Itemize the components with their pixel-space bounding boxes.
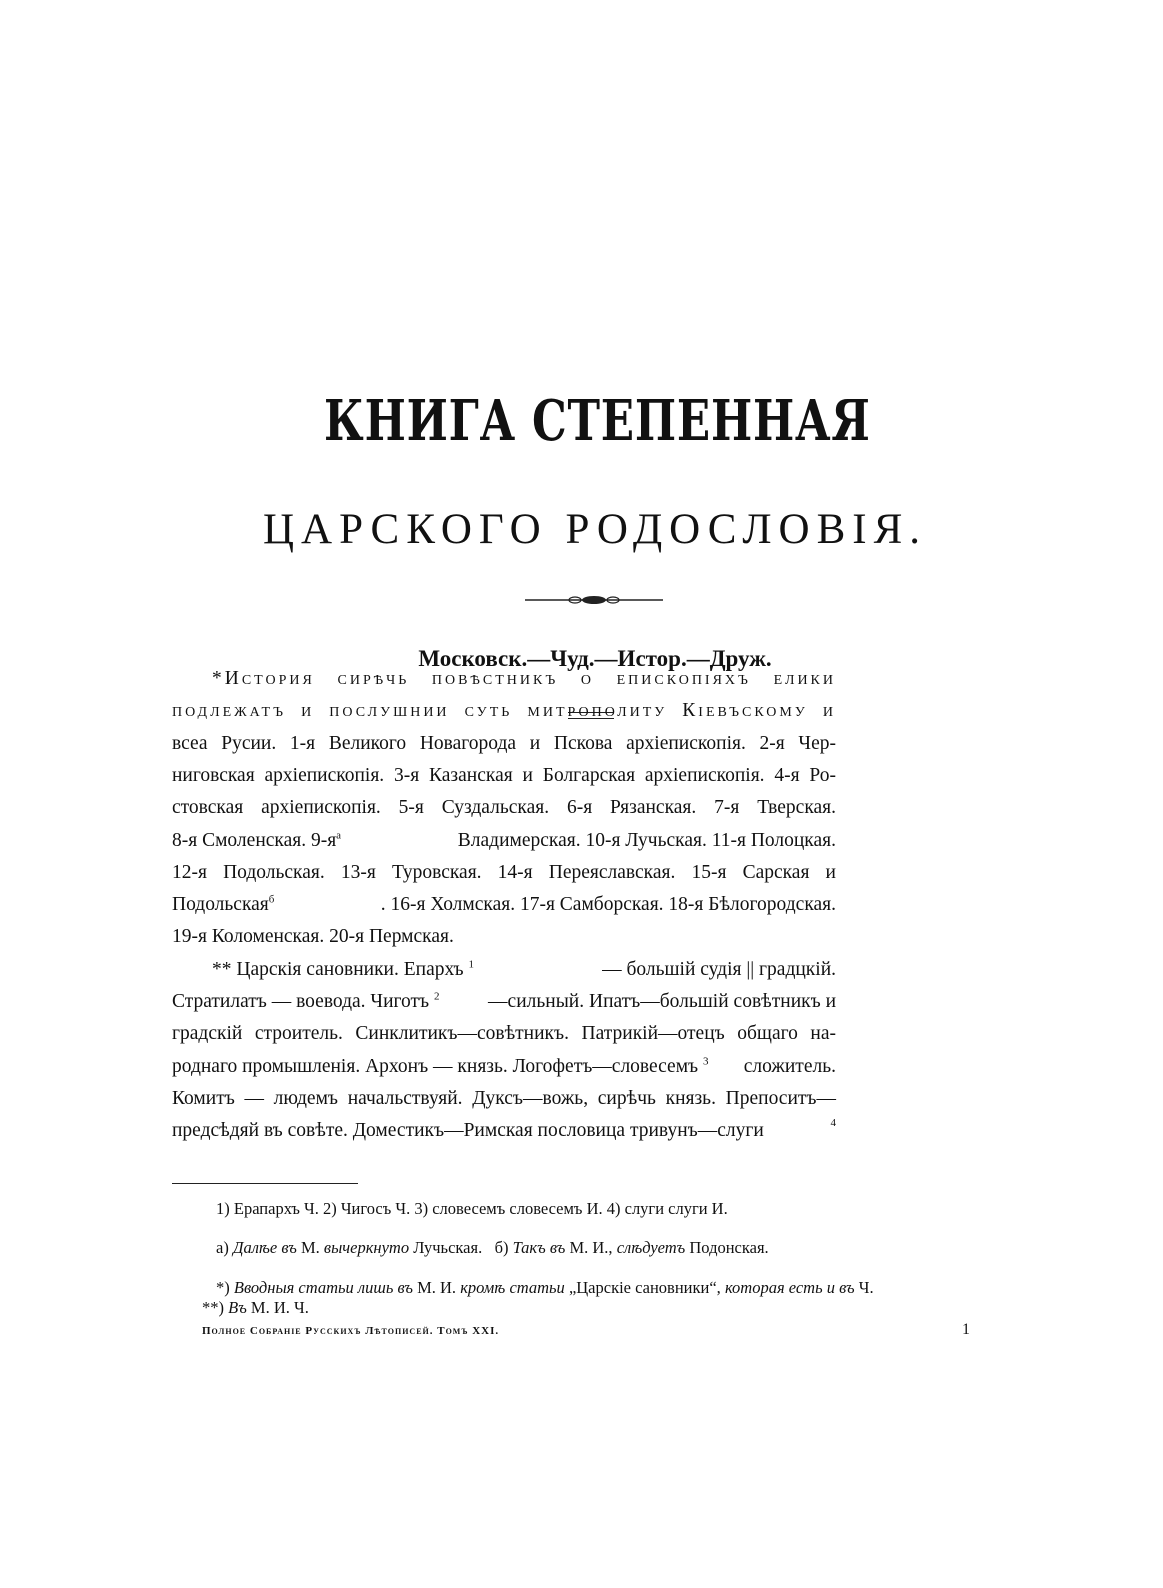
body-line: подлежатъ и послушнии суть митрополиту Кіевъскому и [172, 700, 836, 721]
body-line: градскій строитель. Синклитикъ—совѣтникъ. Патрикій—отецъ общаго на- [172, 1023, 836, 1044]
body-line: Подольская$^б$ . 16-я Холмская. 17-я Самборская. 18-я Бѣлогородская. [172, 893, 836, 915]
footnote-numeric: 1) Ерапархъ Ч. 2) Чигосъ Ч. 3) словесемъ словесемъ И. 4) слуги слуги И. [216, 1199, 728, 1218]
body-line: 8-я Смоленская. $9-я^а$ Владимерская. 10-я Лучьская. 11-я Полоцкая. [172, 829, 836, 851]
body-line: роднаго промышленія. Архонъ — князь. Логофетъ—словесемъ $^3$ сложитель. [172, 1055, 836, 1077]
ornament-divider-icon [525, 593, 663, 607]
manuscript-sources: Московск.—Чуд.—Истор.—Друж. [418, 646, 772, 671]
body-line: 12-я Подольская. 13-я Туровская. 14-я Переяславская. 15-я Сарская и [172, 862, 836, 883]
running-footer: Полное Собраніе Русскихъ Лѣтописей. Томъ XXI. [202, 1325, 500, 1337]
footnote-double-star: **) Въ М. И. Ч. [202, 1298, 309, 1317]
page-title: КНИГА СТЕПЕННАЯ [324, 388, 871, 454]
body-line: Стратилатъ — воевода. Чиготъ $^2$ —сильный. Ипатъ—большій совѣтникъ и [172, 990, 836, 1012]
page-subtitle: ЦАРСКОГО РОДОСЛОВІЯ. [263, 506, 927, 553]
body-line: 19-я Коломенская. 20-я Пермская. [172, 926, 454, 947]
footnote-letters: а) Далѣе въ М. вычеркнуто Лучьская. б) Такъ въ М. И., слѣдуетъ Подонская. [216, 1238, 769, 1257]
body-line: Комитъ — людемъ начальствуяй. Дуксъ—вожь, сирѣчь князь. Препоситъ— [172, 1088, 836, 1109]
body-line: ниговская архіепископія. 3-я Казанская и Болгарская архіепископія. 4-я Ро- [172, 765, 836, 786]
body-line: стовская архіепископія. 5-я Суздальская. 6-я Рязанская. 7-я Тверская. [172, 797, 836, 818]
footnote-star: *) Вводныя статьи лишь въ М. И. кромѣ статьи „Царскіе сановники“, которая есть и въ Ч. [216, 1278, 874, 1297]
body-line: ** Царскія сановники. Епархъ $^1$ — большій судія || градцкій. [212, 958, 836, 980]
body-line: предсѣдяй въ совѣте. Доместикъ—Римская пословица тривунъ—слуги 4 [172, 1117, 836, 1141]
page-number: 1 [962, 1321, 970, 1338]
footnote-rule [172, 1183, 358, 1184]
body-line: всеа Русии. 1-я Великого Новагорода и Пскова архіепископія. 2-я Чер- [172, 733, 836, 754]
body-line: *История сирѣчь повѣстникъ о епископіяхъ елики [212, 668, 836, 689]
